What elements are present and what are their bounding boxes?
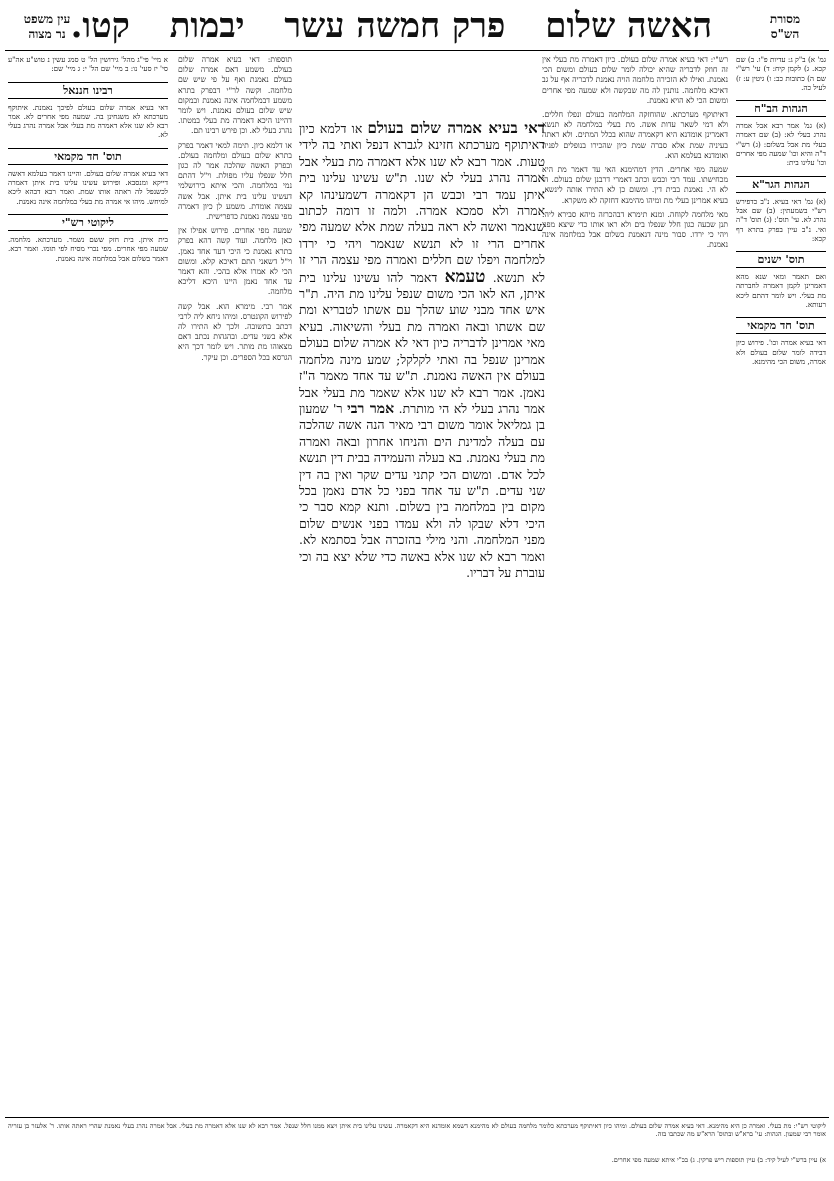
rashi-paragraph: דאיתוקף מערכתא. שהוחזקה המלחמה בעולם ונפלו חללים. ולא דמי לשאר עדות אשה. מת בעלי במלחמה לא תנשא דאמרינן אומדנא היא דקאמרה שהוא בכלל המתים. ולא ראתה בעיניה שמת אלא סברה שמת כיון שהכירו בנופלים לפניה ואומדנא בעלמא הוא. [542,110,728,160]
chapter-number: פרק חמשה עשר [284,6,506,46]
haggahot-habach: (א) גמ' אמר רבא אבל אמרה נהרג בעלי לא: (ב) שם דאמרה בעלי מת אבל בשלום: (ג) רש"י ד"ה והיא וכו' שמעה מפי אחרים וכו' עלינו בית: [736,121,826,168]
tosafot-yeshanim-title: תוס' ישנים [736,251,826,268]
gemara-segment: או דלמא כיון דאיתוקף מערכתא חזינא לגברא דנפל ואתי בה לידי טעות. אמר רבא לא שנו אלא דאמרה מת בעלי אבל אמרה נהרג בעלי לא שנו. ת"ש עשינו עלינו בית איתן עמד רבי וכבש הן דקאמרה דשמעינהו קא אמרה ולא סמכא אמרה. ולמה זו דומה לכתוב שנאמר ואשה לא ראה בעלה שמת אלא שמעה מפי אחרים הרי זו לא תנשא שנאמר ויהי כי ירדו למלחמה ויפלו שם חללים ואמרה מפי עצמה הרי זו לא תנשא. [299,121,545,285]
ein-mishpat: א מיי' פי"ג מהל' גירושין הל' ט סמג עשין נ טוש"ע אה"ע סי' יז סעי' נו: ב מיי' שם הל' י: ג מיי' שם: [8,55,168,74]
right-margin-column [736,55,826,1113]
rabbeinu-chananel-title: רבינו חננאל [8,82,168,99]
rashi-commentary [542,55,728,1110]
page-title [70,4,726,48]
chad-mikamai-left-title: תוס' חד מקמאי [8,148,168,165]
header-rule [5,50,829,51]
header-massoret-label: מסורת הש"ס [769,12,801,41]
massoret-hashas: גמ' א) ב"ק ג: עדיות פ"ו. ב) שם קכא. ג) לקמן קיח: ד) עי' רש"י שם ה) כתובות כב: ו) גיטין ע: ז) לעיל כה. [736,55,826,92]
gemara-lead-word: אמר רבי [347,400,395,417]
gemara-text [299,120,545,947]
chad-mikamai-title: תוס' חד מקמאי [736,317,826,334]
footnote: א) עיין ברש"י לעיל קיד: ב) עיין תוספות ריש פרקין. ג) בכ"י איתא שמעה מפי אחרים. [611,1156,826,1164]
likutei-rashi: בית איתן. בית חזק ששם נשמר. מערכתא. מלחמה. שמעה מפי אחרים. מפי נכרי מסיח לפי תומו. ואמר רבא. דאמר בשלום אבל במלחמה אינה נאמנת. [8,234,168,263]
haggahot-hagra-title: הגהות הגר"א [736,176,826,193]
gemara-lead-word: טעמא [444,266,486,287]
tosafot-paragraph: או דלמא כיון. תימה למאי דאמר בפרק בתרא שלום בעולם ומלחמה בעולם. ובפרק האשה שהלכה אמר לה כגון חלל שנפלו עליו מפולת. וי"ל דהתם נמי במלחמה. והכי איתא בירושלמי דעשינו עלינו בית איתן. אבל אשה עצמה אומדת. משמע לן כיון דאמרה מפי עצמה נאמנת כדפרישית. [178,140,292,222]
rashi-paragraph: מאי מלחמה לקוחה. ומנא תימרא דבהכרזה מיהא סבירא ליה. תנן שבעה כגון חלל שנפלו בים ולא ראו אותו כדי שיצא מפני ויהי כי ירדו. סבור מינה דנאמנת בשלום אבל במלחמה אינה נאמנת. [542,209,728,250]
chad-mikamai: דאי בעיא אמרה וכו'. פירוש כיון דבידה לומר שלום בעולם ולא אמרה, משום הכי מהימנא. [736,338,826,366]
gemara-segment: ר' שמעון בן גמליאל אומר משום רבי מאיר הנה אשה שהלכה עם בעלה למדינת הים והניחו אחרון ובאה ואמרה מת בעלי נאמנת. בא בעלה והעמידה בבית דין תנשא לכל אדם. ומשום הכי קתני עדים שקר ואין בה דין שני עדים. ת"ש עד אחד בפני כל אדם נאמן בכל מקום בין במלחמה בין בשלום. ותנא קמא סבר כי היכי דלא שבקו לה ולא עמדו בפני אנשים שלום מפני המלחמה. והני מילי בהזכרה אבל בסתמא לא. ואמר רבא לא שנו אלא באשה כדי שלא יצא בה וכי עוברת על דבריו. [299,400,545,580]
tosafot-yeshanim: ואם תאמר ומאי שנא מהא דאמרינן לקמן דאמרה לחברתה מת בעלי. ויש לומר דהתם ליכא רעותא. [736,272,826,310]
chapter-heading: האשה שלום [545,6,712,46]
tosafot-paragraph: תוספות: דאי בעיא אמרה שלום בעולם. משמע דאם אמרה שלום בעולם נאמנת ואף על פי שיש שם מלחמה. וקשה לר"י דבפרק בתרא משמע דבמלחמה אינה נאמנת ובמקום שיש שלום בעולם נאמנת. ויש לומר דהיינו היכא דאמרה מת בעלי במטתו. נהרג בעלי לא. וכן פירש רבינו תם. [178,55,292,136]
tractate-name: יבמות [169,6,245,46]
rabbeinu-chananel: דאי בעיא אמרה שלום בעולם לפיכך נאמנת. איתוקף מערכתא לא משגחינן בה. שמעה מפי אחרים לא. אמר רבא לא שנו אלא דאמרה מת בעלי אבל אמרה נהרג בעלי לא. [8,102,168,140]
haggahot-habach-title: הגהות הב"ח [736,100,826,117]
gemara-segment: דאמר להו עשינו עלינו בית איתן, הא לאו הכי משום שנפל עלינו מת היה. ת"ר איש אחד מבני שוע שהלך עם אשתו לטבריא ומת שם אשתו ובאה ואמרה מת בעלי והשיאוה. בעיא מאי אמרינן לדבריה כיון דאי לא אמרה שלום בעולם אמרינן שנפל בה ואתי לקלקל; שמע מינה מלחמה בעולם אין האשה נאמנת. ת"ש עד אחד מאמר ה"ז נאמן. אמר רבא לא שנו אלא שאמר מת בעלי אבל אמר נהרג בעלי לא הי מותרת. [299,269,545,416]
tosafot-paragraph: שמעה מפי אחרים. פירוש אפילו אין כאן מלחמה. ועוד קשה דהא בפרק בתרא נאמנת כי היכי דעד אחד נאמן. וי"ל דשאני התם דאיכא קלא. ומשום הכי לא אמרו אלא בהכי. והא דאמר עד אחד נאמן היינו היכא דליכא מלחמה. [178,226,292,297]
bottom-rule [5,1117,829,1118]
rashi-paragraph: שמעה מפי אחרים. הדין דמהימנא האי עד דאמר מת היא מכחישתו. עמד רבי וכבש וכתב דאמרי דרבנן שלום בעולם. הי לא הי. נאמנת בבית דין. ומשום כן לא התירו אותה לינשא. בעיא אמרינן בעלי מת ומיהו מהימנא דחזקה לא משקרא. [542,165,728,205]
chad-mikamai-left: דאי בעיא אמרה שלום בעולם. והיינו דאמר בעלמא דאשה דייקא ומנסבא. ופירוש עשינו עלינו בית איתן דאמרה לכשנפל לה ראתה אותו שמת. ואמר רבא דבהא ליכא למיחש. מיהו אי אמרה מת בעלי במלחמה אינה נאמנת. [8,168,168,206]
header-ein-mishpat-label: עין משפט נר מצוה [23,12,71,41]
folio-number: קטו. [70,6,130,46]
left-margin-column [8,55,168,1113]
bottom-notes: ליקוטי רש"י: מת בעלי. ואמרה כן היא מהימנא. דאי בעיא אמרה שלום בעולם. ומיהו כיון דאיתוקף מערכתא כלומר מלחמה בעולם לא מהימנא דשמא אומדנא היא דקאמרה. עשינו עלינו בית איתן ויצא ממנו חלל שנפל. אמר רבא לא שנו אלא דאמרה מת בעלי. אבל אמרה נהרג בעלי נאמנת שהרי ראתה אותו. ר' אלעזר בן עזריה אומר רבי שמעון. הגהות: עי' ברא"ש ובתוס' הרא"ש מה שכתבו בזה. [8,1122,826,1139]
haggahot-hagra: (א) גמ' דאי בעיא. נ"ב כדפירש רש"י בשמעתין: (ב) שם אבל נהרג לא. עי' תוס': (ג) תוס' ד"ה ואי. נ"ב עיין בפרק בתרא דף קכא: [736,196,826,243]
tosafot-commentary [178,55,292,1110]
tosafot-paragraph: אמר רבי. מימרא הוא. אבל קשה לפירוש הקונטרס. ומיהו ניחא ליה לרבי דכתב בתשובה. ולכך לא התירו לה אלא בשני עדים. ובהגהות נכתב דאם מצאוהו מת מותר. ויש לומר דכך היא הגרסא בכל הספרים. וכן עיקר. [178,301,292,362]
gemara-opening-words: דאי בעיא אמרה שלום בעולם [367,120,545,137]
rashi-paragraph: רש"י: דאי בעיא אמרה שלום בעולם. כיון דאמרה מת בעלי אין זה חוזק לדבריה שהיא יכולה לומר שלום בעולם ומשום הכי נאמנת. ואילו לא הזכירה מלחמה הויה נאמנת לדבריה אף על גב דאיכא מלחמה. נותנין לה מה שבקשה ולא שמעה מפי אחרים ומשום הכי לא הויא נאמנת. [542,55,728,105]
likutei-rashi-title: ליקוטי רש"י [8,214,168,231]
